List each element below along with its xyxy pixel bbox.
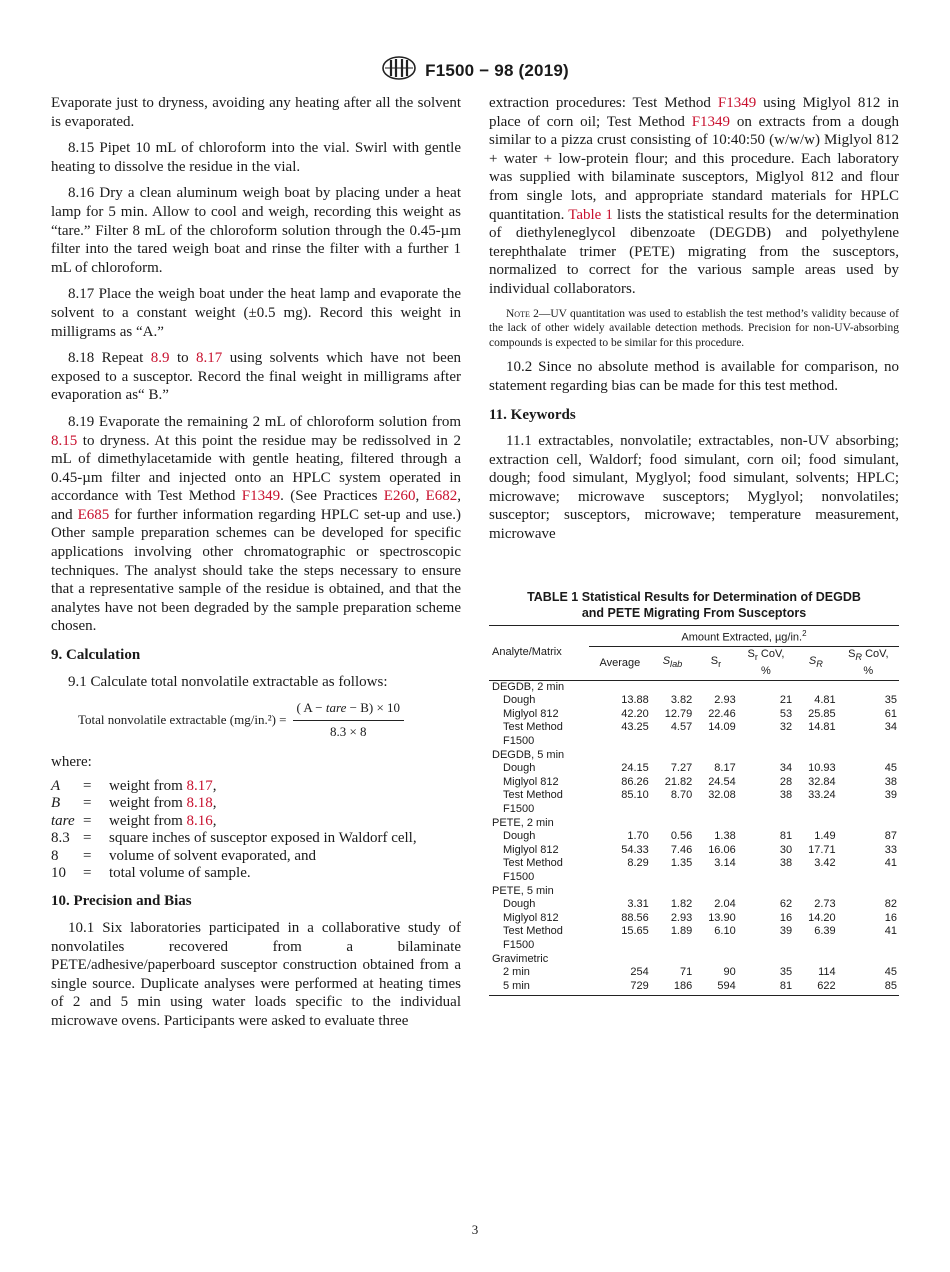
table-cell: 39 (779, 925, 793, 938)
table-cell: 4.81 (814, 694, 836, 707)
row-label: Dough (503, 898, 536, 911)
variable-reference-link[interactable]: 8.17 (186, 778, 213, 794)
column-header-sR (794, 647, 837, 680)
variable-description (109, 830, 461, 847)
paragraph-10-1: 10.1 Six laboratories participated in a collaborative study of nonvolatiles recovered from a bilaminate PETE/adhesive/paperboard susceptor construction obtained from a single source. Duplicate analyses were performed at heating times of 2 and 5 min using water loads specific to the individual microwave ovens. Participants were asked to evaluate three (51, 920, 461, 1029)
table-cell: 1.49 (814, 830, 836, 843)
table-row (489, 844, 899, 858)
equals-sign: = (83, 795, 92, 812)
variable-text: weight from (109, 795, 187, 812)
row-label: Test Method F1500 (503, 721, 563, 747)
table-cell: 16.06 (708, 843, 736, 856)
row-label: Miglyol 812 (503, 911, 559, 924)
row-label: Test Method F1500 (503, 789, 563, 815)
table-cell: 14.09 (708, 721, 736, 734)
row-label: Miglyol 812 (503, 843, 559, 856)
text-run: to (169, 350, 197, 367)
table-cell: 33.24 (808, 789, 836, 802)
table-cell: 10.93 (808, 762, 836, 775)
paragraph-8-16: 8.16 Dry a clean aluminum weigh boat by placing under a heat lamp for 5 min. Allow to cool and weigh, recording this weight as “tare.” Filter 8 mL of the chloroform solution through the 0.45-µm filter into the tared weigh boat and rinse the filter with a further 1 mL of chloroform. (51, 185, 461, 276)
formula-numerator (293, 699, 405, 721)
text-run: lists the statistical results for the determination of diethyleneglycol dibenzoate (DEGDB) and polyethylene terephthalate trimer (PETE) migrating from the susceptors, normalized to correct for the various sample areas used by individual collaborators. (489, 206, 899, 297)
table-cell: 3.42 (814, 857, 836, 870)
table-cell: 16 (884, 911, 897, 924)
link-e260[interactable]: E260 (383, 488, 416, 505)
table-cell: 25.85 (808, 707, 836, 720)
table-cell: 45 (884, 966, 897, 979)
table-group-row (489, 680, 899, 694)
variable-row (51, 865, 461, 882)
table-cell: 82 (884, 898, 897, 911)
subscript: R (855, 652, 863, 663)
formula-lhs: Total nonvolatile extractable (mg/in.²) = (78, 712, 287, 728)
table-cell: 41 (884, 925, 897, 938)
group-label: DEGDB, 5 min (492, 748, 565, 761)
table-row (489, 708, 899, 722)
table-cell: 8.29 (627, 857, 649, 870)
table-cell: 38 (779, 789, 793, 802)
section-heading-calculation: 9. Calculation (51, 647, 141, 664)
text-run: using Miglyol 812 in place of corn oil; Test Method (489, 95, 899, 130)
table-cell: 3.31 (627, 898, 649, 911)
table-cell: 17.71 (808, 843, 836, 856)
table-group-row (489, 749, 899, 763)
table-cell: 7.46 (670, 843, 693, 856)
row-label: Dough (503, 694, 536, 707)
statistics-table (489, 625, 899, 996)
variable-symbol: 10 (51, 865, 66, 882)
table-cell: 32.84 (808, 775, 836, 788)
link-8-15[interactable]: 8.15 (51, 432, 78, 449)
table-row (489, 980, 899, 996)
table-cell: 34 (884, 721, 897, 734)
subscript: R (816, 659, 823, 670)
row-label: Dough (503, 762, 536, 775)
variable-description (109, 795, 461, 812)
variable-row (51, 795, 461, 812)
note-2 (489, 307, 899, 351)
link-e685[interactable]: E685 (77, 506, 110, 523)
document-designation: F1500 − 98 (2019) (425, 60, 569, 80)
row-label: 2 min (503, 966, 530, 979)
equals-sign: = (83, 778, 92, 794)
table-cell: 729 (589, 980, 651, 996)
table-row (489, 789, 899, 816)
table-cell: 2.04 (714, 898, 736, 911)
table-cell: 7.27 (670, 762, 693, 775)
group-label: Gravimetric (492, 952, 549, 965)
table-cell: 35 (779, 966, 793, 979)
column-header-analyte: Analyte/Matrix (489, 626, 589, 681)
table-row (489, 912, 899, 926)
column-group-header (589, 626, 899, 647)
text-run: to dryness. At this point the residue may be redissolved in 2 mL of dimethylacetamide with gentle heating, filtered through a 0.45-µm filter and injected onto an HPLC system operated in accordance with Test Method (51, 432, 461, 505)
table-cell: 1.38 (714, 830, 736, 843)
variable-symbol: tare (51, 812, 75, 829)
variable-description (109, 813, 461, 830)
formula-fraction (293, 699, 405, 741)
numerator-part: ( A − (296, 700, 326, 716)
table-cell: 12.79 (664, 707, 693, 720)
table-cell: 61 (884, 707, 897, 720)
table-cell: 21.82 (664, 775, 693, 788)
table-cell: 13.88 (621, 694, 649, 707)
variable-symbol: B (51, 795, 61, 812)
section-heading-precision: 10. Precision and Bias (51, 893, 192, 910)
table-cell: 2.93 (714, 694, 736, 707)
table-group-row (489, 953, 899, 967)
table-cell: 54.33 (621, 843, 649, 856)
table-cell: 24.15 (621, 762, 649, 775)
variable-description (109, 865, 461, 882)
table-cell: 22.46 (708, 707, 736, 720)
variable-tail: , (212, 778, 217, 794)
equals-sign: = (83, 865, 92, 882)
table-cell: 38 (779, 857, 793, 870)
table-row (489, 966, 899, 980)
table-cell: 24.54 (708, 775, 736, 788)
table-cell: 41 (884, 857, 897, 870)
text-run: . (See Practices (280, 488, 384, 505)
table-cell: 71 (679, 966, 693, 979)
variable-row (51, 778, 461, 795)
table-cell: 53 (779, 707, 793, 720)
table-cell: 85.10 (621, 789, 649, 802)
text-run: on extracts from a dough similar to a pizza crust consisting of 10:40:50 (w/w/w) Miglyol 812 + water + low-protein flour; and this procedure. Each laboratory was supplied with bilaminate susceptors, Miglyol 812 and flour from single lots, and appropriate standard materials for HPLC quantitation. (489, 113, 899, 223)
paragraph-continuation: Evaporate just to dryness, avoiding any heating after all the solvent is evaporated. (51, 95, 461, 130)
table-row (489, 694, 899, 708)
table-row (489, 925, 899, 952)
link-f1349[interactable]: F1349 (241, 488, 281, 505)
table-cell: 62 (779, 898, 793, 911)
link-8-9[interactable]: 8.9 (150, 350, 170, 367)
variable-symbol: 8.3 (51, 830, 70, 847)
table-cell: 30 (779, 843, 793, 856)
column-header-sr: $S_r$ (694, 647, 737, 680)
table-cell: 35 (884, 694, 897, 707)
variable-text: weight from (109, 778, 187, 794)
table-cell: 28 (779, 775, 793, 788)
paragraph-8-19 (51, 413, 461, 636)
note-text: —UV quantitation was used to establish the test method’s validity because of the lack of other widely available detection methods. Precision for non-UV-absorbing compounds is expected to be similar for this procedure. (489, 307, 900, 349)
table-cell: 13.90 (708, 911, 736, 924)
table-cell: 8.70 (670, 789, 693, 802)
text-run: 8.19 Evaporate the remaining 2 mL of chloroform solution from (68, 413, 461, 430)
table-row (489, 721, 899, 748)
variable-row (51, 848, 461, 865)
column-header-sR-cov: $S_R$ CoV, % (838, 647, 899, 680)
table-cell: 2.93 (670, 911, 693, 924)
numerator-tare: tare (325, 700, 347, 716)
table-cell: 1.35 (670, 857, 693, 870)
variable-text: square inches of susceptor exposed in Waldorf cell, (109, 830, 417, 847)
s-symbol: S (808, 655, 817, 668)
row-label: 5 min (489, 980, 589, 996)
variable-reference-link[interactable]: 8.16 (186, 812, 213, 829)
column-header-average: Average (589, 647, 651, 680)
variable-reference-link[interactable]: 8.18 (186, 795, 213, 812)
table-cell: 86.26 (621, 775, 649, 788)
text-run: , and (51, 488, 462, 523)
row-label: Test Method F1500 (503, 857, 563, 883)
variable-text: total volume of sample. (109, 865, 251, 882)
table-body (489, 680, 899, 996)
s-symbol: S (662, 655, 671, 668)
formula (78, 699, 461, 741)
table-cell: 81 (779, 830, 793, 843)
formula-denominator: 8.3 × 8 (329, 723, 367, 739)
link-f1349[interactable]: F1349 (691, 113, 731, 130)
variable-list (51, 778, 461, 882)
table-cell: 34 (779, 762, 793, 775)
table-row (489, 857, 899, 884)
variable-text: volume of solvent evaporated, and (109, 847, 317, 864)
table-row (489, 830, 899, 844)
link-e682[interactable]: E682 (425, 488, 458, 505)
text-run: , (415, 488, 426, 505)
numerator-part: − B) × 10 (346, 700, 401, 716)
equals-sign: = (83, 847, 92, 864)
table-cell: 38 (884, 775, 897, 788)
link-f1349[interactable]: F1349 (717, 95, 757, 111)
where-label: where: (51, 754, 92, 771)
table-cell: 88.56 (621, 911, 649, 924)
variable-symbol: 8 (51, 847, 59, 864)
paragraph-10-1-continued (489, 94, 899, 299)
variable-row (51, 830, 461, 847)
column-header-slab (651, 647, 694, 680)
subscript: lab (670, 659, 683, 670)
row-label: Test Method F1500 (503, 925, 563, 951)
table-cell: 32 (779, 721, 793, 734)
span-header-text: Amount Extracted, µg/in. (681, 631, 803, 644)
table-cell: 39 (884, 789, 897, 802)
table-cell: 0.56 (670, 830, 693, 843)
subscript: r (754, 652, 758, 663)
table-group-row (489, 885, 899, 899)
table-cell: 85 (838, 980, 899, 996)
equals-sign: = (83, 830, 92, 847)
table-cell: 45 (884, 762, 897, 775)
section-heading-keywords: 11. Keywords (489, 406, 576, 423)
table-cell: 32.08 (708, 789, 736, 802)
table-cell: 16 (779, 911, 793, 924)
paragraph-8-18 (51, 349, 461, 405)
variable-row (51, 813, 461, 830)
group-label: DEGDB, 2 min (492, 680, 565, 693)
row-label: Dough (503, 830, 536, 843)
link-8-17[interactable]: 8.17 (196, 350, 223, 367)
table-cell: 6.10 (714, 925, 736, 938)
table-cell: 186 (651, 980, 694, 996)
table-cell: 87 (884, 830, 897, 843)
group-label: PETE, 5 min (492, 884, 554, 897)
superscript-2: 2 (802, 629, 807, 638)
subscript: r (718, 659, 722, 670)
paragraph-10-2: 10.2 Since no absolute method is available for comparison, no statement regarding bias can be made for this test method. (489, 359, 899, 394)
group-label: PETE, 2 min (492, 816, 554, 829)
table-cell: 1.70 (627, 830, 649, 843)
table-cell: 33 (884, 843, 897, 856)
note-label: Note 2 (506, 307, 539, 320)
text-run: for further information regarding HPLC set-up and use.) Other sample preparation schemes can be developed for specific applications involving other chromatographic or spectroscopic techniques. The analyst should take the steps necessary to ensure that a representative sample of the residue is obtained, and that the analytes have not been degraded by the sample preparation scheme chosen. (51, 506, 461, 635)
table-cell: 594 (694, 980, 737, 996)
table-row (489, 762, 899, 776)
table-cell: 1.89 (670, 925, 693, 938)
left-column (51, 94, 461, 1039)
link-table-1[interactable]: Table 1 (568, 206, 613, 223)
table-cell: 3.14 (714, 857, 736, 870)
row-label: Miglyol 812 (503, 707, 559, 720)
paragraph-8-15: 8.15 Pipet 10 mL of chloroform into the vial. Swirl with gentle heating to dissolve the residue in the vial. (51, 140, 461, 175)
table-row (489, 898, 899, 912)
table-cell: 14.81 (808, 721, 836, 734)
text-run: 8.18 Repeat (68, 350, 151, 367)
table-cell: 622 (794, 980, 837, 996)
table-cell: 1.82 (670, 898, 693, 911)
text-run: extraction procedures: Test Method (489, 95, 718, 111)
paragraph-8-17: 8.17 Place the weigh boat under the heat lamp and evaporate the solvent to a constant weight (±0.5 mg). Record this weight in milligrams as “A.” (51, 286, 461, 340)
table-cell: 3.82 (670, 694, 693, 707)
table-cell: 42.20 (621, 707, 649, 720)
table-cell: 8.17 (714, 762, 736, 775)
column-header-sr-cov: $S_r$ CoV, % (738, 647, 794, 680)
table-title (489, 589, 899, 621)
variable-description (109, 848, 461, 865)
page-number: 3 (471, 1222, 479, 1237)
table-cell: 90 (723, 966, 736, 979)
variable-description (109, 778, 461, 795)
table-title-line: and PETE Migrating From Susceptors (581, 606, 807, 620)
variable-tail: , (212, 812, 217, 829)
page-header (0, 56, 950, 85)
table-cell: 43.25 (621, 721, 649, 734)
table-cell: 254 (630, 966, 649, 979)
text-run: using solvents which have not been exposed to a susceptor. Record the final weight in milligrams after evaporation as“ B.” (51, 350, 461, 404)
paragraph-11-1: 11.1 extractables, nonvolatile; extractables, non-UV absorbing; extraction cell, Waldorf; food simulant, corn oil; food simulant, dough; food simulant, Myglyol; food simulant, solvents; HPLC; microwave; microwave susceptors; Myglyol; nonvolatiles; susceptor; susceptors, microwave; temperature measurement, microwave (489, 433, 899, 543)
variable-text: weight from (109, 812, 187, 829)
table-cell: 114 (818, 966, 836, 979)
table-cell: 81 (738, 980, 794, 996)
table-group-row (489, 817, 899, 831)
table-cell: 15.65 (621, 925, 649, 938)
equals-sign: = (83, 812, 92, 829)
table-title-line: TABLE 1 Statistical Results for Determination of DEGDB (527, 590, 861, 604)
variable-symbol: A (51, 778, 61, 794)
paragraph-9-1: 9.1 Calculate total nonvolatile extractable as follows: (68, 673, 388, 690)
table-cell: 14.20 (808, 911, 836, 924)
table-cell: 6.39 (814, 925, 836, 938)
right-column (489, 94, 899, 552)
table-cell: 2.73 (814, 898, 836, 911)
astm-logo-icon (381, 56, 417, 85)
row-label: Miglyol 812 (503, 775, 559, 788)
variable-tail: , (212, 795, 217, 812)
table-cell: 4.57 (670, 721, 693, 734)
table-cell: 21 (779, 694, 793, 707)
table-row (489, 776, 899, 790)
